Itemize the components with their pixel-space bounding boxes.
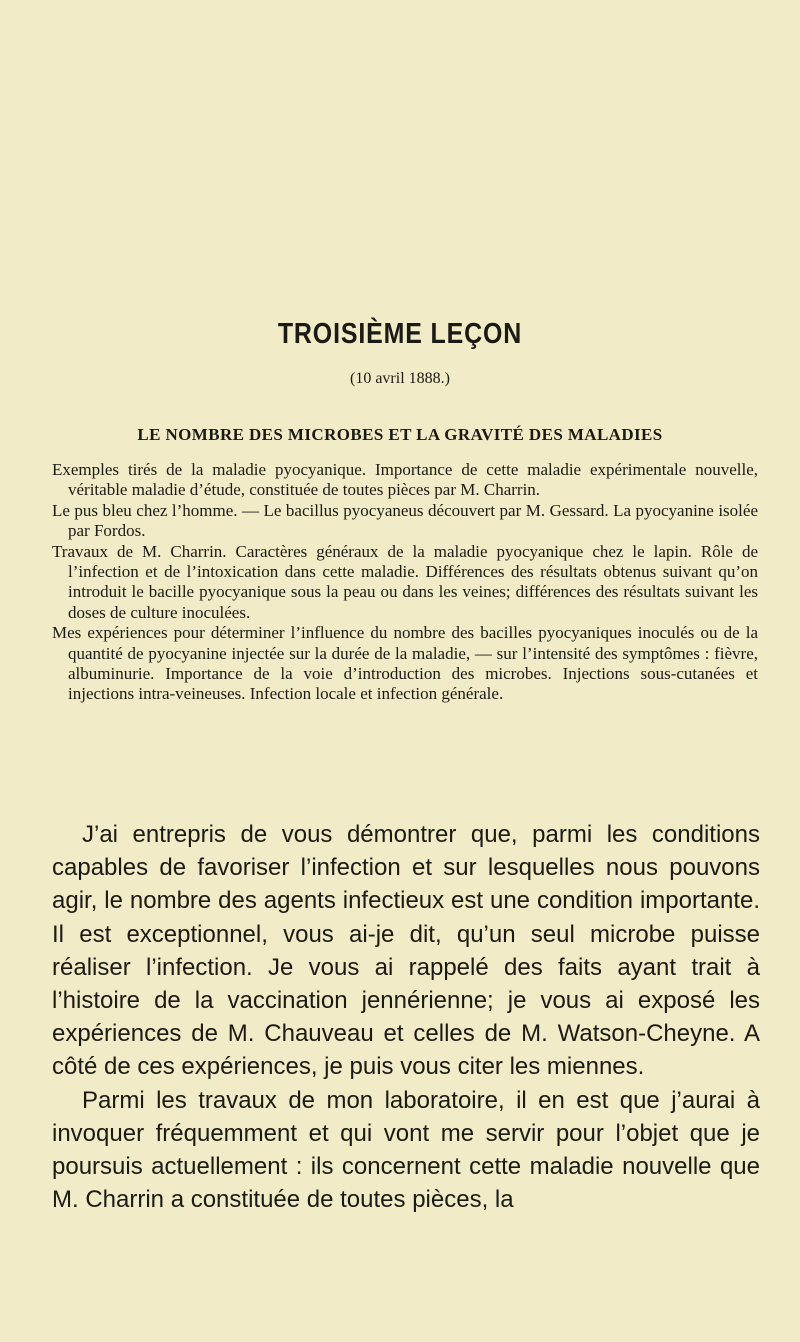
body-text — [52, 818, 760, 1216]
body-paragraph: Parmi les travaux de mon laboratoire, il en est que j’aurai à invoquer fréquemment et qui vont me servir pour l’objet que je poursuis actuellement : ils concernent cette maladie nouvelle que M. Charrin a constituée de toutes pièces, la — [52, 1086, 760, 1214]
summary-paragraph: Le pus bleu chez l’homme. — Le bacillus pyocyaneus découvert par M. Gessard. La pyocyanine isolée par Fordos. — [52, 500, 758, 541]
lesson-title: TROISIÈME LEÇON — [277, 318, 523, 350]
summary-paragraph: Mes expériences pour déterminer l’influence du nombre des bacilles pyocyaniques inoculés ou de la quantité de pyocyanine injectée sur la durée de la maladie, — sur l’intensité des symptômes : fièvre, albuminurie. Importance de la voie d’introduction des microbes. Injections sous-cutanées et injections intra-veineuses. Infection locale et infection générale. — [52, 623, 758, 704]
lesson-date: (10 avril 1888.) — [350, 370, 450, 387]
chapter-summary — [52, 460, 758, 705]
summary-paragraph: Exemples tirés de la maladie pyocyanique. Importance de cette maladie expérimentale nouvelle, véritable maladie d’étude, constituée de toutes pièces par M. Charrin. — [52, 460, 758, 500]
body-paragraph: J’ai entrepris de vous démontrer que, parmi les conditions capables de favoriser l’infection et sur lesquelles nous pouvons agir, le nombre des agents infectieux est une condition importante. Il est exceptionnel, vous ai-je dit, qu’un seul microbe puisse réaliser l’infection. Je vous ai rappelé des faits ayant trait à l’histoire de la vaccination jennérienne; je vous ai exposé les expériences de M. Chauveau et celles de M. Watson-Cheyne. A côté de ces expériences, je puis vous citer les miennes. — [52, 821, 760, 1081]
chapter-title: LE NOMBRE DES MICROBES ET LA GRAVITÉ DES MALADIES — [137, 425, 663, 444]
summary-paragraph: Travaux de M. Charrin. Caractères généraux de la maladie pyocyanique chez le lapin. Rôle de l’infection et de l’intoxication dans cette maladie. Différences des résultats obtenus suivant qu’on introduit le bacille pyocyanique sous la peau ou dans les veines; différences des résultats suivant les doses de culture inoculées. — [52, 541, 758, 622]
